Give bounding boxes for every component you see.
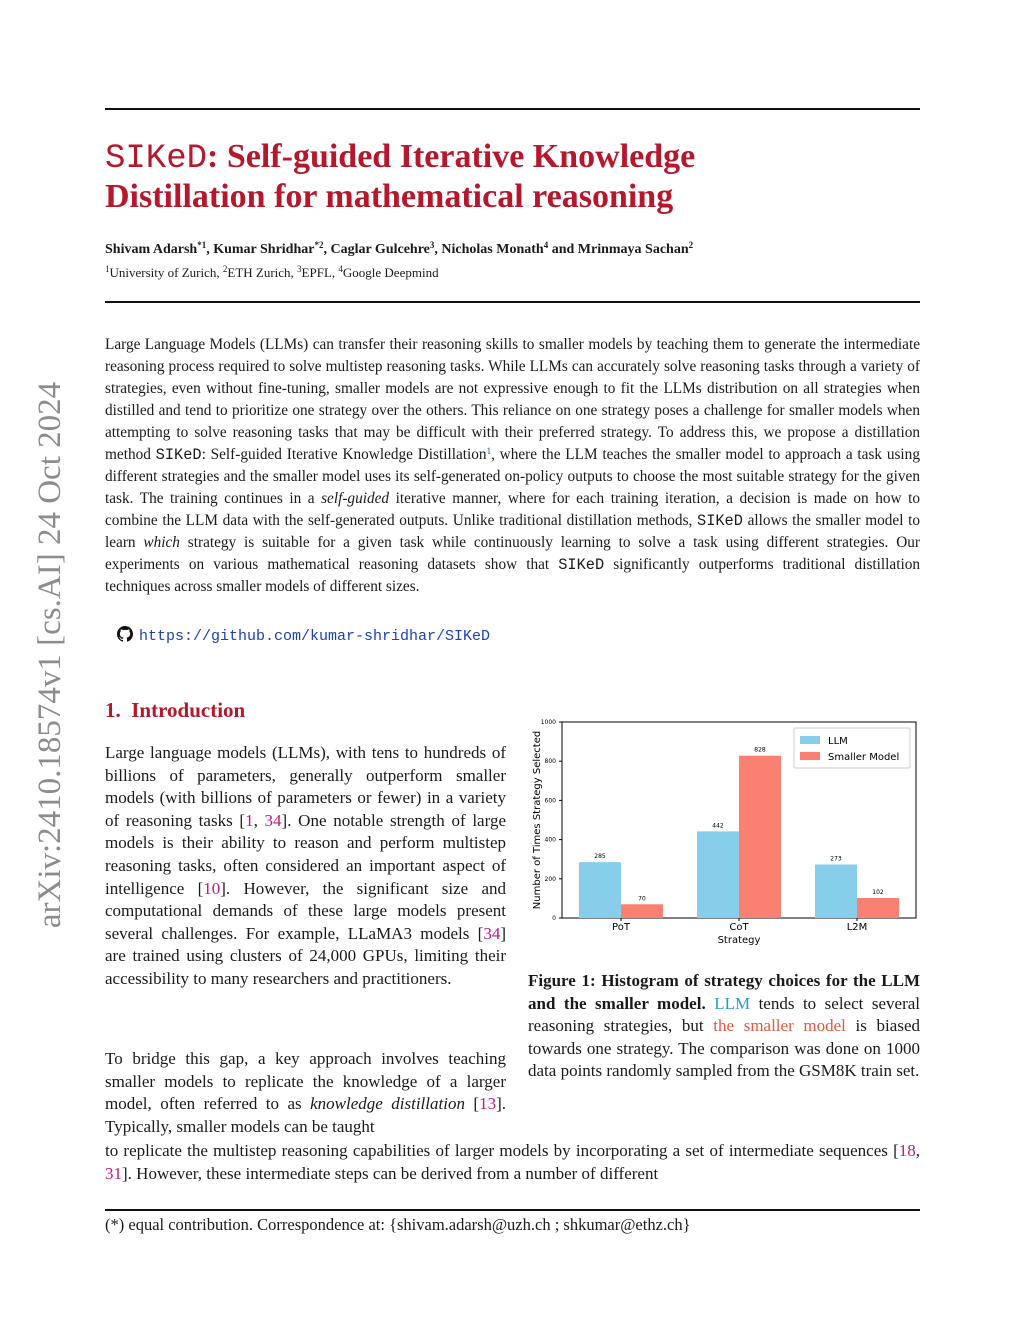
y-tick-label: 800	[544, 758, 556, 766]
author-name: Shivam Adarsh	[105, 242, 198, 257]
citation-link[interactable]: 13	[479, 1094, 497, 1114]
x-tick-label: L2M	[846, 922, 868, 933]
section-number: 1.	[105, 698, 121, 722]
citation-link[interactable]: 31	[105, 1163, 122, 1183]
author-name: Nicholas Monath	[441, 242, 544, 257]
section-title: Introduction	[131, 698, 246, 722]
citation-link[interactable]: 18	[898, 1141, 916, 1160]
caption-llm: LLM	[714, 993, 751, 1013]
affil-sup: 1	[105, 264, 110, 274]
citation-link[interactable]: 34	[264, 810, 282, 830]
author-name: Kumar Shridhar	[213, 242, 315, 257]
author-name: Mrinmaya Sachan	[577, 242, 689, 257]
title-line-1: : Self-guided Iterative Knowledge	[207, 138, 696, 175]
arxiv-stamp: arXiv:2410.18574v1 [cs.AI] 24 Oct 2024	[32, 381, 68, 929]
body-text: ]. Typically, smaller models can be taught	[105, 1094, 506, 1136]
github-icon	[117, 626, 133, 642]
emphasis: which	[143, 534, 180, 551]
affiliation-list: $^1$University of Zurich, $^2$ETH Zurich, $^3$EPFL, $^4$Google Deepmind	[105, 264, 439, 280]
abstract-text: , where the LLM teaches the smaller model to approach a task using different strategies and the smaller model uses its self-generated on-policy outputs to choose the most suitable strategy for the given task. The training continues in a	[105, 446, 920, 507]
author-sup: 2	[688, 240, 694, 250]
abstract-text: Large Language Models (LLMs) can transfer their reasoning skills to smaller models by teaching them to generate the intermediate reasoning process required to solve multistep reasoning tasks. While LLMs can accurately solve reasoning tasks through a variety of strategies, even without fine-tuning, smaller models are not expressive enough to fit the LLMs distribution on all strategies when distilled and tend to prioritize one strategy over the others. This reliance on one strategy poses a challenge for smaller models when attempting to solve reasoning tasks that may be difficult with their preferred strategy. To address this, we propose a distillation method	[105, 336, 920, 463]
affiliation: ETH Zurich	[227, 265, 291, 280]
bar-value-label: 285	[594, 853, 606, 861]
intro-paragraph-2-continued: to replicate the multistep reasoning capabilities of larger models by incorporating a set of intermediate sequences [18, 31]. However, these intermediate steps can be derived from a number of different	[105, 1141, 920, 1183]
y-tick-label: 400	[544, 836, 556, 844]
x-tick-label: CoT	[729, 922, 749, 933]
bar-llm-l2m	[815, 864, 857, 918]
body-text: to replicate the multistep reasoning capabilities of larger models by incorporating a set of intermediate sequences [	[105, 1141, 899, 1160]
affiliation: Google Deepmind	[342, 265, 439, 280]
bar-value-label: 70	[638, 895, 646, 903]
x-axis-label: Strategy	[717, 935, 761, 946]
body-text: Large language models (LLMs), with tens to hundreds of billions of parameters, generally outperform smaller models (with billions of parameters or fewer) in a variety of reasoning tasks [	[105, 743, 506, 830]
bar-smaller-model-l2m	[857, 898, 899, 918]
top-rule	[105, 108, 920, 110]
bar-smaller-model-cot	[739, 756, 781, 918]
y-tick-label: 1000	[540, 719, 556, 726]
method-name: SIKeD	[155, 446, 202, 464]
strategy-histogram-chart	[522, 712, 920, 952]
bar-llm-cot	[697, 831, 739, 918]
citation-link[interactable]: 1	[245, 810, 254, 830]
affiliation: EPFL	[301, 265, 332, 280]
bar-value-label: 442	[712, 822, 724, 830]
body-text: ]. However, the significant size and computational demands of these large models present several challenges. For example, LLaMA3 models [	[105, 878, 506, 943]
caption-text: is biased towards one strategy. The comparison was done on 1000 data points randomly sampled from the GSM8K train set.	[528, 1016, 920, 1081]
citation-link[interactable]: 10	[203, 878, 221, 898]
bar-value-label: 273	[830, 855, 842, 863]
y-axis-label: Number of Times Strategy Selected	[532, 730, 543, 910]
figure-label: Figure 1:	[528, 971, 596, 990]
author-sup: *1	[197, 240, 207, 250]
abstract-text: strategy is suitable for a given task while continuously learning to solve a task using different strategies. Our experiments on various mathematical reasoning datasets show that	[105, 534, 920, 573]
affil-sup: 4	[338, 264, 343, 274]
body-text: [	[464, 1094, 480, 1114]
intro-paragraph-2	[105, 1048, 506, 1138]
legend-label: LLM	[828, 736, 848, 747]
footnote-mark[interactable]: 1	[486, 446, 492, 456]
legend-swatch	[800, 736, 820, 744]
emphasis: knowledge distillation	[310, 1094, 465, 1114]
header-rule	[105, 301, 920, 303]
intro-paragraph-1: Large language models (LLMs), with tens to hundreds of billions of parameters, generally outperform smaller models (with billions of parameters or fewer) in a variety of reasoning tasks [1, 34]. One notable strength of large models is their ability to reason and perform multistep reasoning tasks, often considered an important aspect of intelligence [10]. However, the significant size and computational demands of these large models present several challenges. For example, LLaMA3 models [34] are trained using clusters of 24,000 GPUs, limiting their accessibility to many researchers and practitioners.	[105, 743, 507, 988]
abstract-text: allows the smaller model to learn	[105, 512, 920, 551]
abstract-text: iterative manner, where for each training iteration, a decision is made on how to combine the LLM data with the self-generated outputs. Unlike traditional distillation methods,	[105, 490, 921, 529]
x-tick-label: PoT	[612, 922, 630, 933]
author-name: Caglar Gulcehre	[330, 242, 430, 257]
abstract	[105, 334, 920, 598]
bar-value-label: 828	[754, 746, 766, 754]
footnote: (*) equal contribution. Correspondence at: {shivam.adarsh@uzh.ch ; shkumar@ethz.ch}	[105, 1215, 691, 1234]
abstract-text: significantly outperforms traditional distillation techniques across smaller models of different sizes.	[105, 556, 920, 595]
affil-sup: 2	[222, 264, 228, 274]
y-tick-label: 200	[544, 875, 556, 883]
affiliation: University of Zurich	[109, 265, 217, 280]
caption-text: tends to select several reasoning strategies, but	[528, 993, 921, 1036]
method-name: SIKeD	[697, 512, 743, 530]
body-text: ]. One notable strength of large models is their ability to reason and perform multistep reasoning tasks, often considered an important aspect of intelligence [	[105, 810, 507, 898]
emphasis: self-guided	[321, 490, 390, 507]
bar-smaller-model-pot	[621, 904, 663, 918]
author-sup: 4	[543, 240, 549, 250]
affil-sup: 3	[297, 264, 302, 274]
method-expansion: : Self-guided Iterative Knowledge Distillation	[201, 446, 487, 463]
author-sup: *2	[314, 240, 324, 250]
caption-title: Histogram of strategy choices for the LLM and the smaller model.	[528, 971, 921, 1013]
body-text: ] are trained using clusters of 24,000 GPUs, limiting their accessibility to many researchers and practitioners.	[105, 923, 506, 988]
section-heading	[105, 698, 245, 723]
legend-swatch	[800, 752, 820, 760]
caption-smaller-model: the smaller model	[713, 1016, 846, 1036]
citation-link[interactable]: 34	[483, 923, 501, 943]
author-sup: 3	[429, 240, 435, 250]
y-tick-label: 0	[552, 915, 556, 922]
github-link-row	[117, 626, 490, 645]
figure-caption	[528, 970, 920, 1083]
y-tick-label: 600	[544, 797, 556, 805]
body-text: To bridge this gap, a key approach involves teaching smaller models to replicate the knowledge of a larger model, often referred to as	[105, 1049, 506, 1114]
title-line-2: Distillation for mathematical reasoning	[105, 178, 674, 215]
footnote-rule	[105, 1209, 920, 1211]
legend-label: Smaller Model	[828, 752, 900, 763]
body-text: ]. However, these intermediate steps can be derived from a number of different	[122, 1163, 659, 1183]
title-method-name: SIKeD	[105, 140, 208, 178]
paper-title	[105, 138, 920, 216]
method-name: SIKeD	[558, 556, 605, 574]
bar-llm-pot	[579, 862, 621, 918]
author-list: Shivam Adarsh$^{*1}$, Kumar Shridhar$^{*2}$, Caglar Gulcehre$^3$, Nicholas Monath$^4$ and Mrinmaya Sachan$^2$	[105, 240, 694, 257]
github-link[interactable]: https://github.com/kumar-shridhar/SIKeD	[139, 628, 491, 645]
bar-value-label: 102	[872, 889, 884, 897]
